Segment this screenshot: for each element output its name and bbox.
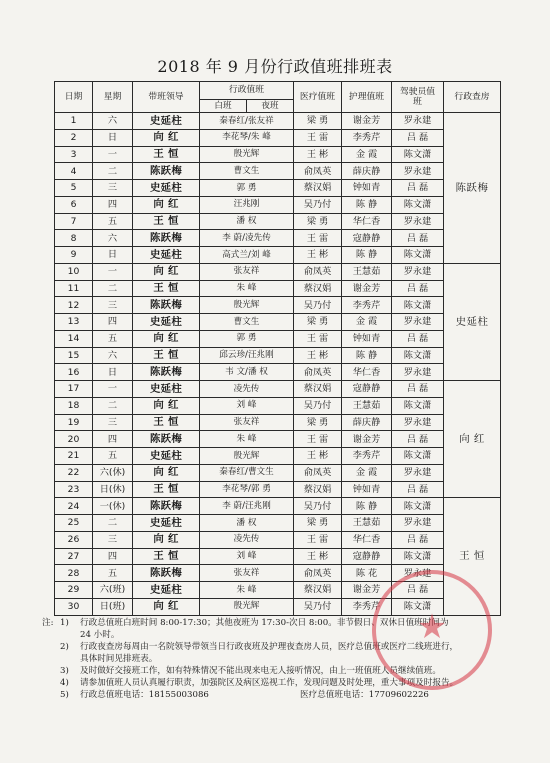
medical-cell: 俞凤英 xyxy=(294,263,342,280)
note-number: 5) xyxy=(60,690,69,700)
day-shift-cell: 秦春红/曹文生 xyxy=(200,464,294,481)
medical-cell: 梁 勇 xyxy=(294,414,342,431)
leader-cell: 向 红 xyxy=(133,129,200,146)
leader-cell: 史延柱 xyxy=(133,180,200,197)
nursing-cell: 金 霞 xyxy=(342,146,392,163)
weekday-cell: 六(休) xyxy=(93,464,133,481)
weekday-cell: 六 xyxy=(93,347,133,364)
leader-cell: 王 恒 xyxy=(133,280,200,297)
nursing-cell: 华仁香 xyxy=(342,213,392,230)
table-row xyxy=(55,129,501,146)
date-cell: 19 xyxy=(55,414,93,431)
date-cell: 3 xyxy=(55,146,93,163)
note-number: 4) xyxy=(60,678,69,688)
weekday-cell: 三 xyxy=(93,180,133,197)
table-row xyxy=(55,180,501,197)
date-cell: 18 xyxy=(55,397,93,414)
driver-cell: 陈文潇 xyxy=(392,548,444,565)
nursing-cell: 薛庆静 xyxy=(342,163,392,180)
nursing-cell: 陈 静 xyxy=(342,247,392,264)
driver-cell: 罗永建 xyxy=(392,213,444,230)
note-prefix: 注: xyxy=(42,618,54,628)
date-cell: 24 xyxy=(55,498,93,515)
nursing-cell: 钟如青 xyxy=(342,180,392,197)
note-prefix xyxy=(42,665,60,677)
leader-cell: 陈跃梅 xyxy=(133,364,200,381)
nursing-cell: 寇静静 xyxy=(342,548,392,565)
weekday-cell: 四 xyxy=(93,548,133,565)
note-prefix xyxy=(42,641,60,665)
medical-cell: 蔡汉娟 xyxy=(294,582,342,599)
leader-cell: 王 恒 xyxy=(133,414,200,431)
driver-cell: 罗永建 xyxy=(392,314,444,331)
header-nursing-duty: 护理值班 xyxy=(342,82,392,113)
day-shift-cell: 潘 权 xyxy=(200,213,294,230)
phone-row xyxy=(42,689,512,701)
date-cell: 21 xyxy=(55,448,93,465)
day-shift-cell: 凌先传 xyxy=(200,381,294,398)
day-shift-cell: 张友祥 xyxy=(200,263,294,280)
day-shift-cell: 郭 勇 xyxy=(200,180,294,197)
nursing-cell: 谢金芳 xyxy=(342,280,392,297)
table-row xyxy=(55,598,501,615)
driver-cell: 吕 磊 xyxy=(392,582,444,599)
page-title: 2018 年 9 月份行政值班排班表 xyxy=(157,57,393,76)
nursing-cell: 华仁香 xyxy=(342,531,392,548)
table-row xyxy=(55,146,501,163)
patrol-leader-cell: 史延柱 xyxy=(444,263,501,380)
notes-section xyxy=(42,617,512,701)
patrol-leader-cell: 陈跃梅 xyxy=(444,113,501,264)
day-shift-cell: 韦 文/潘 权 xyxy=(200,364,294,381)
table-row xyxy=(55,113,501,130)
date-cell: 20 xyxy=(55,431,93,448)
medical-cell: 蔡汉娟 xyxy=(294,481,342,498)
day-shift-cell: 殷光辉 xyxy=(200,297,294,314)
header-medical-duty: 医疗值班 xyxy=(294,82,342,113)
day-shift-cell: 朱 峰 xyxy=(200,582,294,599)
header-day-shift: 白班 xyxy=(200,100,247,113)
table-row xyxy=(55,548,501,565)
date-cell: 4 xyxy=(55,163,93,180)
medical-cell: 梁 勇 xyxy=(294,515,342,532)
header-admin-duty: 行政值班 xyxy=(200,82,294,100)
date-cell: 8 xyxy=(55,230,93,247)
day-shift-cell: 李 蔚/凌先传 xyxy=(200,230,294,247)
table-row xyxy=(55,414,501,431)
table-row xyxy=(55,565,501,582)
nursing-cell: 谢金芳 xyxy=(342,113,392,130)
driver-cell: 吕 磊 xyxy=(392,481,444,498)
weekday-cell: 六 xyxy=(93,230,133,247)
nursing-cell: 金 霞 xyxy=(342,464,392,481)
leader-cell: 向 红 xyxy=(133,196,200,213)
medical-cell: 王 雷 xyxy=(294,129,342,146)
nursing-cell: 李秀芹 xyxy=(342,129,392,146)
nursing-cell: 寇静静 xyxy=(342,230,392,247)
driver-cell: 陈文潇 xyxy=(392,196,444,213)
nursing-cell: 薛庆静 xyxy=(342,414,392,431)
leader-cell: 史延柱 xyxy=(133,448,200,465)
day-shift-cell: 曹文生 xyxy=(200,163,294,180)
leader-cell: 陈跃梅 xyxy=(133,565,200,582)
driver-cell: 罗永建 xyxy=(392,464,444,481)
leader-cell: 王 恒 xyxy=(133,548,200,565)
leader-cell: 史延柱 xyxy=(133,515,200,532)
driver-cell: 罗永建 xyxy=(392,515,444,532)
date-cell: 11 xyxy=(55,280,93,297)
date-cell: 22 xyxy=(55,464,93,481)
note-text: 行政总值班白班时间 8:00-17:30；其他夜班为 17:30-次日 8:00。非节假日、双休日值班时间为 24 小时。 xyxy=(80,618,449,640)
leader-cell: 史延柱 xyxy=(133,582,200,599)
note-number: 2) xyxy=(60,642,69,652)
table-row xyxy=(55,163,501,180)
date-cell: 13 xyxy=(55,314,93,331)
table-row xyxy=(55,464,501,481)
day-shift-cell: 朱 峰 xyxy=(200,280,294,297)
weekday-cell: 四 xyxy=(93,314,133,331)
table-row xyxy=(55,481,501,498)
table-row xyxy=(55,515,501,532)
driver-cell: 吕 磊 xyxy=(392,330,444,347)
weekday-cell: 二 xyxy=(93,163,133,180)
medical-cell: 俞凤英 xyxy=(294,565,342,582)
patrol-leader-cell: 向 红 xyxy=(444,381,501,498)
medical-cell: 王 彬 xyxy=(294,548,342,565)
nursing-cell: 谢金芳 xyxy=(342,582,392,599)
day-shift-cell: 潘 权 xyxy=(200,515,294,532)
header-driver-duty: 驾驶员值班 xyxy=(392,82,444,113)
note-item xyxy=(42,665,512,677)
leader-cell: 王 恒 xyxy=(133,146,200,163)
driver-cell: 吕 磊 xyxy=(392,129,444,146)
weekday-cell: 二 xyxy=(93,515,133,532)
medical-cell: 吴乃付 xyxy=(294,598,342,615)
date-cell: 9 xyxy=(55,247,93,264)
medical-cell: 梁 勇 xyxy=(294,113,342,130)
table-row xyxy=(55,531,501,548)
leader-cell: 向 红 xyxy=(133,330,200,347)
table-row xyxy=(55,314,501,331)
date-cell: 12 xyxy=(55,297,93,314)
leader-cell: 史延柱 xyxy=(133,247,200,264)
driver-cell: 吕 磊 xyxy=(392,280,444,297)
weekday-cell: 三 xyxy=(93,531,133,548)
table-row xyxy=(55,381,501,398)
nursing-cell: 李秀芹 xyxy=(342,598,392,615)
day-shift-cell: 张友祥 xyxy=(200,414,294,431)
day-shift-cell: 邱云珍/汪兆刚 xyxy=(200,347,294,364)
day-shift-cell: 郭 勇 xyxy=(200,330,294,347)
day-shift-cell: 曹文生 xyxy=(200,314,294,331)
header-leader: 带班领导 xyxy=(133,82,200,113)
notes-list xyxy=(42,617,512,689)
table-row xyxy=(55,196,501,213)
driver-cell: 陈文潇 xyxy=(392,397,444,414)
header-night-shift: 夜班 xyxy=(247,100,294,113)
nursing-cell: 王慧茹 xyxy=(342,515,392,532)
leader-cell: 向 红 xyxy=(133,598,200,615)
table-row xyxy=(55,247,501,264)
weekday-cell: 二 xyxy=(93,280,133,297)
note-item xyxy=(42,677,512,689)
leader-cell: 陈跃梅 xyxy=(133,297,200,314)
leader-cell: 陈跃梅 xyxy=(133,431,200,448)
driver-cell: 罗永建 xyxy=(392,565,444,582)
driver-cell: 陈文潇 xyxy=(392,448,444,465)
header-date: 日期 xyxy=(55,82,93,113)
table-row xyxy=(55,263,501,280)
date-cell: 1 xyxy=(55,113,93,130)
driver-cell: 罗永建 xyxy=(392,263,444,280)
leader-cell: 向 红 xyxy=(133,531,200,548)
leader-cell: 王 恒 xyxy=(133,481,200,498)
note-number: 1) xyxy=(60,618,69,628)
day-shift-cell: 李花琴/朱 峰 xyxy=(200,129,294,146)
date-cell: 15 xyxy=(55,347,93,364)
nursing-cell: 李秀芹 xyxy=(342,448,392,465)
leader-cell: 史延柱 xyxy=(133,314,200,331)
note-text: 及时做好交接班工作，如有特殊情况不能出现来电无人接听情况，由上一班值班人员继续值班。 xyxy=(80,666,441,676)
driver-cell: 陈文潇 xyxy=(392,146,444,163)
day-shift-cell: 李花琴/郭 勇 xyxy=(200,481,294,498)
weekday-cell: 日(休) xyxy=(93,481,133,498)
driver-cell: 陈文潇 xyxy=(392,297,444,314)
driver-cell: 罗永建 xyxy=(392,364,444,381)
table-row xyxy=(55,364,501,381)
medical-cell: 王 雷 xyxy=(294,431,342,448)
date-cell: 5 xyxy=(55,180,93,197)
driver-cell: 陈文潇 xyxy=(392,247,444,264)
day-shift-cell: 殷光辉 xyxy=(200,146,294,163)
leader-cell: 陈跃梅 xyxy=(133,163,200,180)
seal-star-icon: ★ xyxy=(416,607,448,647)
leader-cell: 陈跃梅 xyxy=(133,498,200,515)
note-text: 请参加值班人员认真履行职责，加强院区及病区巡视工作，发现问题及时处理，重大事项及时报告。 xyxy=(80,678,459,688)
date-cell: 17 xyxy=(55,381,93,398)
date-cell: 23 xyxy=(55,481,93,498)
leader-cell: 王 恒 xyxy=(133,347,200,364)
nursing-cell: 陈 静 xyxy=(342,196,392,213)
date-cell: 27 xyxy=(55,548,93,565)
driver-cell: 吕 磊 xyxy=(392,180,444,197)
nursing-cell: 李秀芹 xyxy=(342,297,392,314)
medical-cell: 王 彬 xyxy=(294,247,342,264)
day-shift-cell: 殷光辉 xyxy=(200,598,294,615)
nursing-cell: 陈 静 xyxy=(342,498,392,515)
day-shift-cell: 高式兰/刘 峰 xyxy=(200,247,294,264)
weekday-cell: 二 xyxy=(93,397,133,414)
medical-cell: 俞凤英 xyxy=(294,163,342,180)
medical-cell: 王 彬 xyxy=(294,146,342,163)
weekday-cell: 五 xyxy=(93,565,133,582)
table-row xyxy=(55,230,501,247)
date-cell: 14 xyxy=(55,330,93,347)
nursing-cell: 钟如青 xyxy=(342,481,392,498)
medical-cell: 蔡汉娟 xyxy=(294,280,342,297)
weekday-cell: 三 xyxy=(93,414,133,431)
note-item xyxy=(42,641,512,665)
note-prefix xyxy=(42,677,60,689)
date-cell: 29 xyxy=(55,582,93,599)
nursing-cell: 陈 静 xyxy=(342,347,392,364)
weekday-cell: 四 xyxy=(93,196,133,213)
driver-cell: 罗永建 xyxy=(392,163,444,180)
leader-cell: 史延柱 xyxy=(133,113,200,130)
weekday-cell: 日(班) xyxy=(93,598,133,615)
note-text: 行政夜查房每周由一名院领导带领当日行政夜班及护理夜查房人员，医疗总值班或医疗二线班进行， 具体时间见排班表。 xyxy=(80,642,459,664)
note-item xyxy=(42,617,512,641)
table-row xyxy=(55,213,501,230)
day-shift-cell: 凌先传 xyxy=(200,531,294,548)
weekday-cell: 六 xyxy=(93,113,133,130)
header-weekday: 星期 xyxy=(93,82,133,113)
date-cell: 6 xyxy=(55,196,93,213)
date-cell: 30 xyxy=(55,598,93,615)
driver-cell: 陈文潇 xyxy=(392,498,444,515)
driver-cell: 吕 磊 xyxy=(392,230,444,247)
nursing-cell: 钟如青 xyxy=(342,330,392,347)
patrol-leader-cell: 王 恒 xyxy=(444,498,501,615)
weekday-cell: 一 xyxy=(93,146,133,163)
nursing-cell: 陈 花 xyxy=(342,565,392,582)
weekday-cell: 日 xyxy=(93,247,133,264)
driver-cell: 吕 磊 xyxy=(392,531,444,548)
date-cell: 28 xyxy=(55,565,93,582)
medical-cell: 王 彬 xyxy=(294,448,342,465)
day-shift-cell: 刘 峰 xyxy=(200,397,294,414)
table-row xyxy=(55,347,501,364)
day-shift-cell: 张友祥 xyxy=(200,565,294,582)
weekday-cell: 一(休) xyxy=(93,498,133,515)
nursing-cell: 王慧茹 xyxy=(342,397,392,414)
table-row xyxy=(55,582,501,599)
weekday-cell: 日 xyxy=(93,364,133,381)
table-row xyxy=(55,280,501,297)
medical-cell: 王 雷 xyxy=(294,330,342,347)
header-admin-patrol: 行政查房 xyxy=(444,82,501,113)
nursing-cell: 金 霞 xyxy=(342,314,392,331)
nursing-cell: 谢金芳 xyxy=(342,431,392,448)
nursing-cell: 华仁香 xyxy=(342,364,392,381)
leader-cell: 向 红 xyxy=(133,397,200,414)
admin-phone-note: 行政总值班电话：18155003086 xyxy=(80,690,209,700)
leader-cell: 王 恒 xyxy=(133,213,200,230)
medical-cell: 吴乃付 xyxy=(294,297,342,314)
medical-cell: 俞凤英 xyxy=(294,364,342,381)
medical-cell: 吴乃付 xyxy=(294,196,342,213)
weekday-cell: 一 xyxy=(93,381,133,398)
weekday-cell: 六(班) xyxy=(93,582,133,599)
driver-cell: 吕 磊 xyxy=(392,431,444,448)
date-cell: 7 xyxy=(55,213,93,230)
day-shift-cell: 李 蔚/汪兆刚 xyxy=(200,498,294,515)
weekday-cell: 一 xyxy=(93,263,133,280)
date-cell: 2 xyxy=(55,129,93,146)
medical-cell: 王 雷 xyxy=(294,230,342,247)
table-row xyxy=(55,297,501,314)
date-cell: 25 xyxy=(55,515,93,532)
weekday-cell: 三 xyxy=(93,297,133,314)
day-shift-cell: 汪兆刚 xyxy=(200,196,294,213)
note-number: 3) xyxy=(60,666,69,676)
weekday-cell: 四 xyxy=(93,431,133,448)
driver-cell: 罗永建 xyxy=(392,414,444,431)
leader-cell: 史延柱 xyxy=(133,381,200,398)
weekday-cell: 五 xyxy=(93,330,133,347)
leader-cell: 陈跃梅 xyxy=(133,230,200,247)
table-row xyxy=(55,330,501,347)
leader-cell: 向 红 xyxy=(133,464,200,481)
day-shift-cell: 刘 峰 xyxy=(200,548,294,565)
nursing-cell: 寇静静 xyxy=(342,381,392,398)
medical-cell: 王 彬 xyxy=(294,347,342,364)
medical-cell: 梁 勇 xyxy=(294,314,342,331)
day-shift-cell: 殷光辉 xyxy=(200,448,294,465)
date-cell: 26 xyxy=(55,531,93,548)
date-cell: 16 xyxy=(55,364,93,381)
medical-phone-note: 医疗总值班电话：17709602226 xyxy=(300,690,429,700)
weekday-cell: 五 xyxy=(93,448,133,465)
table-row xyxy=(55,431,501,448)
driver-cell: 陈文潇 xyxy=(392,598,444,615)
schedule-body xyxy=(55,113,501,616)
driver-cell: 吕 磊 xyxy=(392,381,444,398)
medical-cell: 蔡汉娟 xyxy=(294,180,342,197)
medical-cell: 蔡汉娟 xyxy=(294,381,342,398)
weekday-cell: 日 xyxy=(93,129,133,146)
leader-cell: 向 红 xyxy=(133,263,200,280)
table-row xyxy=(55,397,501,414)
driver-cell: 罗永建 xyxy=(392,113,444,130)
medical-cell: 吴乃付 xyxy=(294,498,342,515)
table-row xyxy=(55,498,501,515)
driver-cell: 陈文潇 xyxy=(392,347,444,364)
medical-cell: 王 雷 xyxy=(294,531,342,548)
medical-cell: 梁 勇 xyxy=(294,213,342,230)
day-shift-cell: 朱 峰 xyxy=(200,431,294,448)
medical-cell: 吴乃付 xyxy=(294,397,342,414)
table-row xyxy=(55,448,501,465)
date-cell: 10 xyxy=(55,263,93,280)
weekday-cell: 五 xyxy=(93,213,133,230)
schedule-table xyxy=(54,81,501,616)
medical-cell: 俞凤英 xyxy=(294,464,342,481)
day-shift-cell: 秦春红/张友祥 xyxy=(200,113,294,130)
nursing-cell: 王慧茹 xyxy=(342,263,392,280)
